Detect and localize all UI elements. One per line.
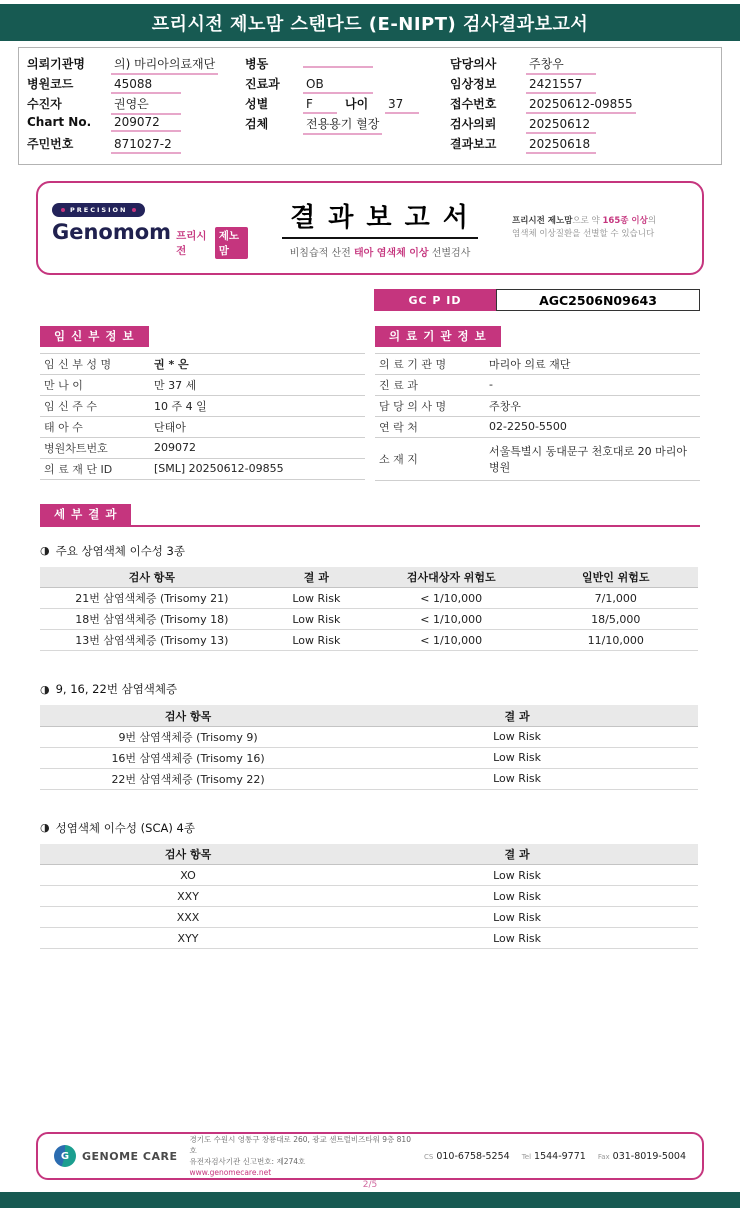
field-value: 20250612 — [526, 117, 596, 134]
brand-line — [52, 220, 248, 259]
table-row — [375, 416, 700, 437]
genome-care-logo-icon: G — [54, 1145, 76, 1167]
test-item: XYY — [40, 928, 336, 949]
mother-info-section — [40, 325, 365, 480]
field-value: F — [303, 97, 337, 114]
gcpid-value: AGC2506N09643 — [496, 289, 700, 311]
patient-info-col3 — [450, 55, 713, 155]
test-item: 16번 삼염색체증 (Trisomy 16) — [40, 747, 336, 768]
table-row — [40, 907, 698, 928]
field-sex-age — [245, 95, 450, 115]
mother-info-title: 임 신 부 정 보 — [40, 326, 149, 347]
half-circle-icon: ◑ — [40, 821, 50, 835]
table-row — [40, 886, 698, 907]
section-caption-text: 9, 16, 22번 삼염색체증 — [55, 682, 178, 697]
report-note — [512, 215, 688, 241]
field-ward — [245, 55, 450, 75]
mother-info-table — [40, 353, 365, 480]
page-title-bar — [0, 4, 740, 41]
contact-label: CS — [424, 1152, 434, 1161]
page-title: 프리시전 제노맘 스탠다드 (E-NIPT) 검사결과보고서 — [151, 13, 589, 35]
table-header-row — [40, 705, 698, 726]
table-row — [40, 416, 365, 437]
field-label: 병동 — [245, 57, 269, 71]
result: Low Risk — [264, 588, 369, 609]
result: Low Risk — [336, 928, 698, 949]
row-value: 권 * 은 — [150, 353, 365, 374]
report-title: 결 과 보 고 서 — [282, 197, 478, 239]
website-link: www.genomecare.net — [189, 1168, 272, 1178]
field-label: 성별 — [245, 97, 269, 111]
report-note-tail: 의 — [647, 215, 657, 226]
test-item: 21번 삼염색체증 (Trisomy 21) — [40, 588, 264, 609]
subject-risk: < 1/10,000 — [369, 588, 534, 609]
field-doctor — [450, 55, 713, 75]
section-caption-sca — [40, 820, 700, 836]
address-line2: 유전자검사기관 신고번호: 제274호 — [189, 1157, 306, 1166]
section-caption-other-trisomies — [40, 681, 700, 697]
precision-badge — [52, 203, 145, 217]
col-header: 결 과 — [336, 844, 698, 865]
report-note-mid: 으로 약 — [572, 215, 603, 226]
patient-info-col1 — [27, 55, 245, 155]
field-value: 의) 마리아의료재단 — [111, 55, 218, 75]
contact-value: 010-6758-5254 — [436, 1150, 510, 1162]
field-value: 전용용기 혈장 — [303, 115, 382, 135]
info-grid — [40, 325, 700, 481]
field-label: 의뢰기관명 — [27, 57, 85, 71]
result: Low Risk — [336, 907, 698, 928]
section-caption-text: 주요 상염색체 이수성 3종 — [55, 543, 185, 558]
address-line1: 경기도 수원시 영통구 창룡대로 260, 광교 센트럴비즈타워 9층 810호 — [189, 1134, 411, 1155]
table-row — [40, 630, 698, 651]
col-header: 검사대상자 위험도 — [369, 567, 534, 588]
field-label: 결과보고 — [450, 137, 497, 151]
field-label: 수진자 — [27, 97, 62, 111]
row-label: 소 재 지 — [375, 437, 485, 480]
row-value: 주창우 — [485, 395, 700, 416]
row-label: 병원차트번호 — [40, 437, 150, 458]
table-row — [40, 865, 698, 886]
row-label: 연 락 처 — [375, 416, 485, 437]
field-value: 209072 — [111, 115, 181, 132]
precision-badge-label: PRECISION — [70, 206, 128, 214]
field-value: 871027-2 — [111, 137, 181, 154]
bottom-bar — [0, 1192, 740, 1208]
table-row — [40, 374, 365, 395]
test-item: 18번 삼염색체증 (Trisomy 18) — [40, 609, 264, 630]
field-label: 주민번호 — [27, 137, 74, 151]
row-label: 담 당 의 사 명 — [375, 395, 485, 416]
report-note-line2: 염색체 이상질환을 선별할 수 있습니다 — [512, 229, 655, 239]
table-row — [375, 395, 700, 416]
subject-risk: < 1/10,000 — [369, 609, 534, 630]
field-value — [303, 65, 373, 68]
contact-cs — [424, 1151, 510, 1162]
field-patient-name — [27, 95, 245, 115]
trisomy-other-table — [40, 705, 698, 790]
table-row — [40, 588, 698, 609]
field-resident-no — [27, 135, 245, 155]
field-label: 나이 — [345, 97, 369, 111]
row-label: 임 신 부 성 명 — [40, 353, 150, 374]
table-row — [40, 437, 365, 458]
field-label: 담당의사 — [450, 57, 497, 71]
row-value: 만 37 세 — [150, 374, 365, 395]
table-row — [40, 928, 698, 949]
test-item: 9번 삼염색체증 (Trisomy 9) — [40, 726, 336, 747]
field-report-date — [450, 135, 713, 155]
result: Low Risk — [336, 768, 698, 789]
field-value: OB — [303, 77, 373, 94]
report-header-box — [36, 181, 704, 275]
contact-value: 031-8019-5004 — [612, 1150, 686, 1162]
patient-info-header — [18, 47, 722, 165]
row-label: 만 나 이 — [40, 374, 150, 395]
table-row — [375, 437, 700, 480]
test-item: 22번 삼염색체증 (Trisomy 22) — [40, 768, 336, 789]
contact-value: 1544-9771 — [534, 1150, 586, 1162]
test-item: XXY — [40, 886, 336, 907]
table-header-row — [40, 567, 698, 588]
report-subtitle-suffix: 선별검사 — [428, 248, 471, 259]
contact-label: Fax — [597, 1152, 610, 1161]
subject-risk: < 1/10,000 — [369, 630, 534, 651]
field-label: 진료과 — [245, 77, 280, 91]
brand-korean-accent: 프리시전 — [176, 230, 207, 257]
contact-fax — [598, 1151, 686, 1162]
row-label: 임 신 주 수 — [40, 395, 150, 416]
population-risk: 18/5,000 — [533, 609, 698, 630]
population-risk: 11/10,000 — [533, 630, 698, 651]
report-subtitle-prefix: 비침습적 산전 — [289, 248, 354, 259]
field-requesting-org — [27, 55, 245, 75]
result: Low Risk — [336, 726, 698, 747]
genomom-logo — [52, 197, 248, 259]
table-row — [40, 768, 698, 789]
patient-info-col2 — [245, 55, 450, 155]
clinic-info-section — [375, 325, 700, 481]
result: Low Risk — [264, 609, 369, 630]
test-item: XXX — [40, 907, 336, 928]
field-clinical-info — [450, 75, 713, 95]
table-row — [375, 353, 700, 374]
table-row — [40, 726, 698, 747]
row-value: 마리아 의료 재단 — [485, 353, 700, 374]
report-note-bold: 프리시전 제노맘 — [512, 215, 573, 226]
field-value: 주창우 — [526, 55, 596, 75]
table-row — [40, 395, 365, 416]
row-value: 서울특별시 동대문구 천호대로 20 마리아병원 — [485, 437, 700, 480]
row-label: 태 아 수 — [40, 416, 150, 437]
field-specimen — [245, 115, 450, 135]
field-value: 37 — [385, 97, 419, 114]
result: Low Risk — [336, 747, 698, 768]
clinic-info-table — [375, 353, 700, 481]
col-header: 결 과 — [336, 705, 698, 726]
field-label: 접수번호 — [450, 97, 497, 111]
row-value: - — [485, 374, 700, 395]
gcpid-row — [374, 289, 700, 311]
contact-tel — [522, 1151, 586, 1162]
gcpid-label: GC P ID — [374, 289, 496, 311]
col-header: 검사 항목 — [40, 844, 336, 865]
genome-care-logo-text: GENOME CARE — [82, 1149, 178, 1163]
dot-icon — [61, 208, 65, 212]
report-subtitle-accent: 태아 염색체 이상 — [353, 248, 429, 259]
footer-address — [189, 1134, 412, 1179]
row-label: 의 료 재 단 ID — [40, 458, 150, 479]
table-row — [40, 747, 698, 768]
col-header: 검사 항목 — [40, 705, 336, 726]
report-note-accent: 165종 이상 — [602, 215, 648, 226]
test-item: 13번 삼염색체증 (Trisomy 13) — [40, 630, 264, 651]
field-label: 임상정보 — [450, 77, 497, 91]
result: Low Risk — [336, 865, 698, 886]
result: Low Risk — [336, 886, 698, 907]
row-value: 02-2250-5500 — [485, 416, 700, 437]
genome-care-logo — [54, 1145, 177, 1167]
section-caption-text: 성염색체 이수성 (SCA) 4종 — [55, 820, 195, 835]
report-subtitle — [256, 244, 504, 259]
brand-wordmark: Genomom — [52, 220, 172, 244]
half-circle-icon: ◑ — [40, 544, 50, 558]
field-department — [245, 75, 450, 95]
field-value: 20250612-09855 — [526, 97, 636, 114]
row-label: 의 료 기 관 명 — [375, 353, 485, 374]
contact-label: Tel — [521, 1152, 532, 1161]
row-value: [SML] 20250612-09855 — [150, 458, 365, 479]
field-accession-no — [450, 95, 713, 115]
row-value: 단태아 — [150, 416, 365, 437]
clinic-info-title: 의 료 기 관 정 보 — [375, 326, 501, 347]
report-title-block — [256, 197, 504, 259]
table-row — [375, 374, 700, 395]
result: Low Risk — [264, 630, 369, 651]
field-value: 권영은 — [111, 95, 181, 115]
field-value: 45088 — [111, 77, 181, 94]
field-label: 검사의뢰 — [450, 117, 497, 131]
footer-box — [36, 1132, 704, 1180]
page-number: 2/5 — [362, 1180, 378, 1190]
row-value: 10 주 4 일 — [150, 395, 365, 416]
footer-contacts — [424, 1151, 686, 1162]
col-header: 결 과 — [264, 567, 369, 588]
field-value: 2421557 — [526, 77, 596, 94]
table-row — [40, 458, 365, 479]
field-label: 병원코드 — [27, 77, 74, 91]
section-caption-autosomes — [40, 543, 700, 559]
field-hospital-code — [27, 75, 245, 95]
field-chart-no — [27, 115, 245, 135]
table-row — [40, 353, 365, 374]
field-label: Chart No. — [27, 115, 92, 129]
details-title: 세 부 결 과 — [40, 504, 131, 525]
table-header-row — [40, 844, 698, 865]
col-header: 검사 항목 — [40, 567, 264, 588]
col-header: 일반인 위험도 — [533, 567, 698, 588]
field-request-date — [450, 115, 713, 135]
brand-korean-chip: 제노맘 — [215, 227, 248, 259]
sca-table — [40, 844, 698, 950]
row-label: 진 료 과 — [375, 374, 485, 395]
test-item: XO — [40, 865, 336, 886]
trisomy-main-table — [40, 567, 698, 652]
population-risk: 7/1,000 — [533, 588, 698, 609]
field-label: 검체 — [245, 117, 269, 131]
details-section-bar — [40, 503, 700, 527]
row-value: 209072 — [150, 437, 365, 458]
dot-icon — [132, 208, 136, 212]
half-circle-icon: ◑ — [40, 682, 50, 696]
field-value: 20250618 — [526, 137, 596, 154]
table-row — [40, 609, 698, 630]
